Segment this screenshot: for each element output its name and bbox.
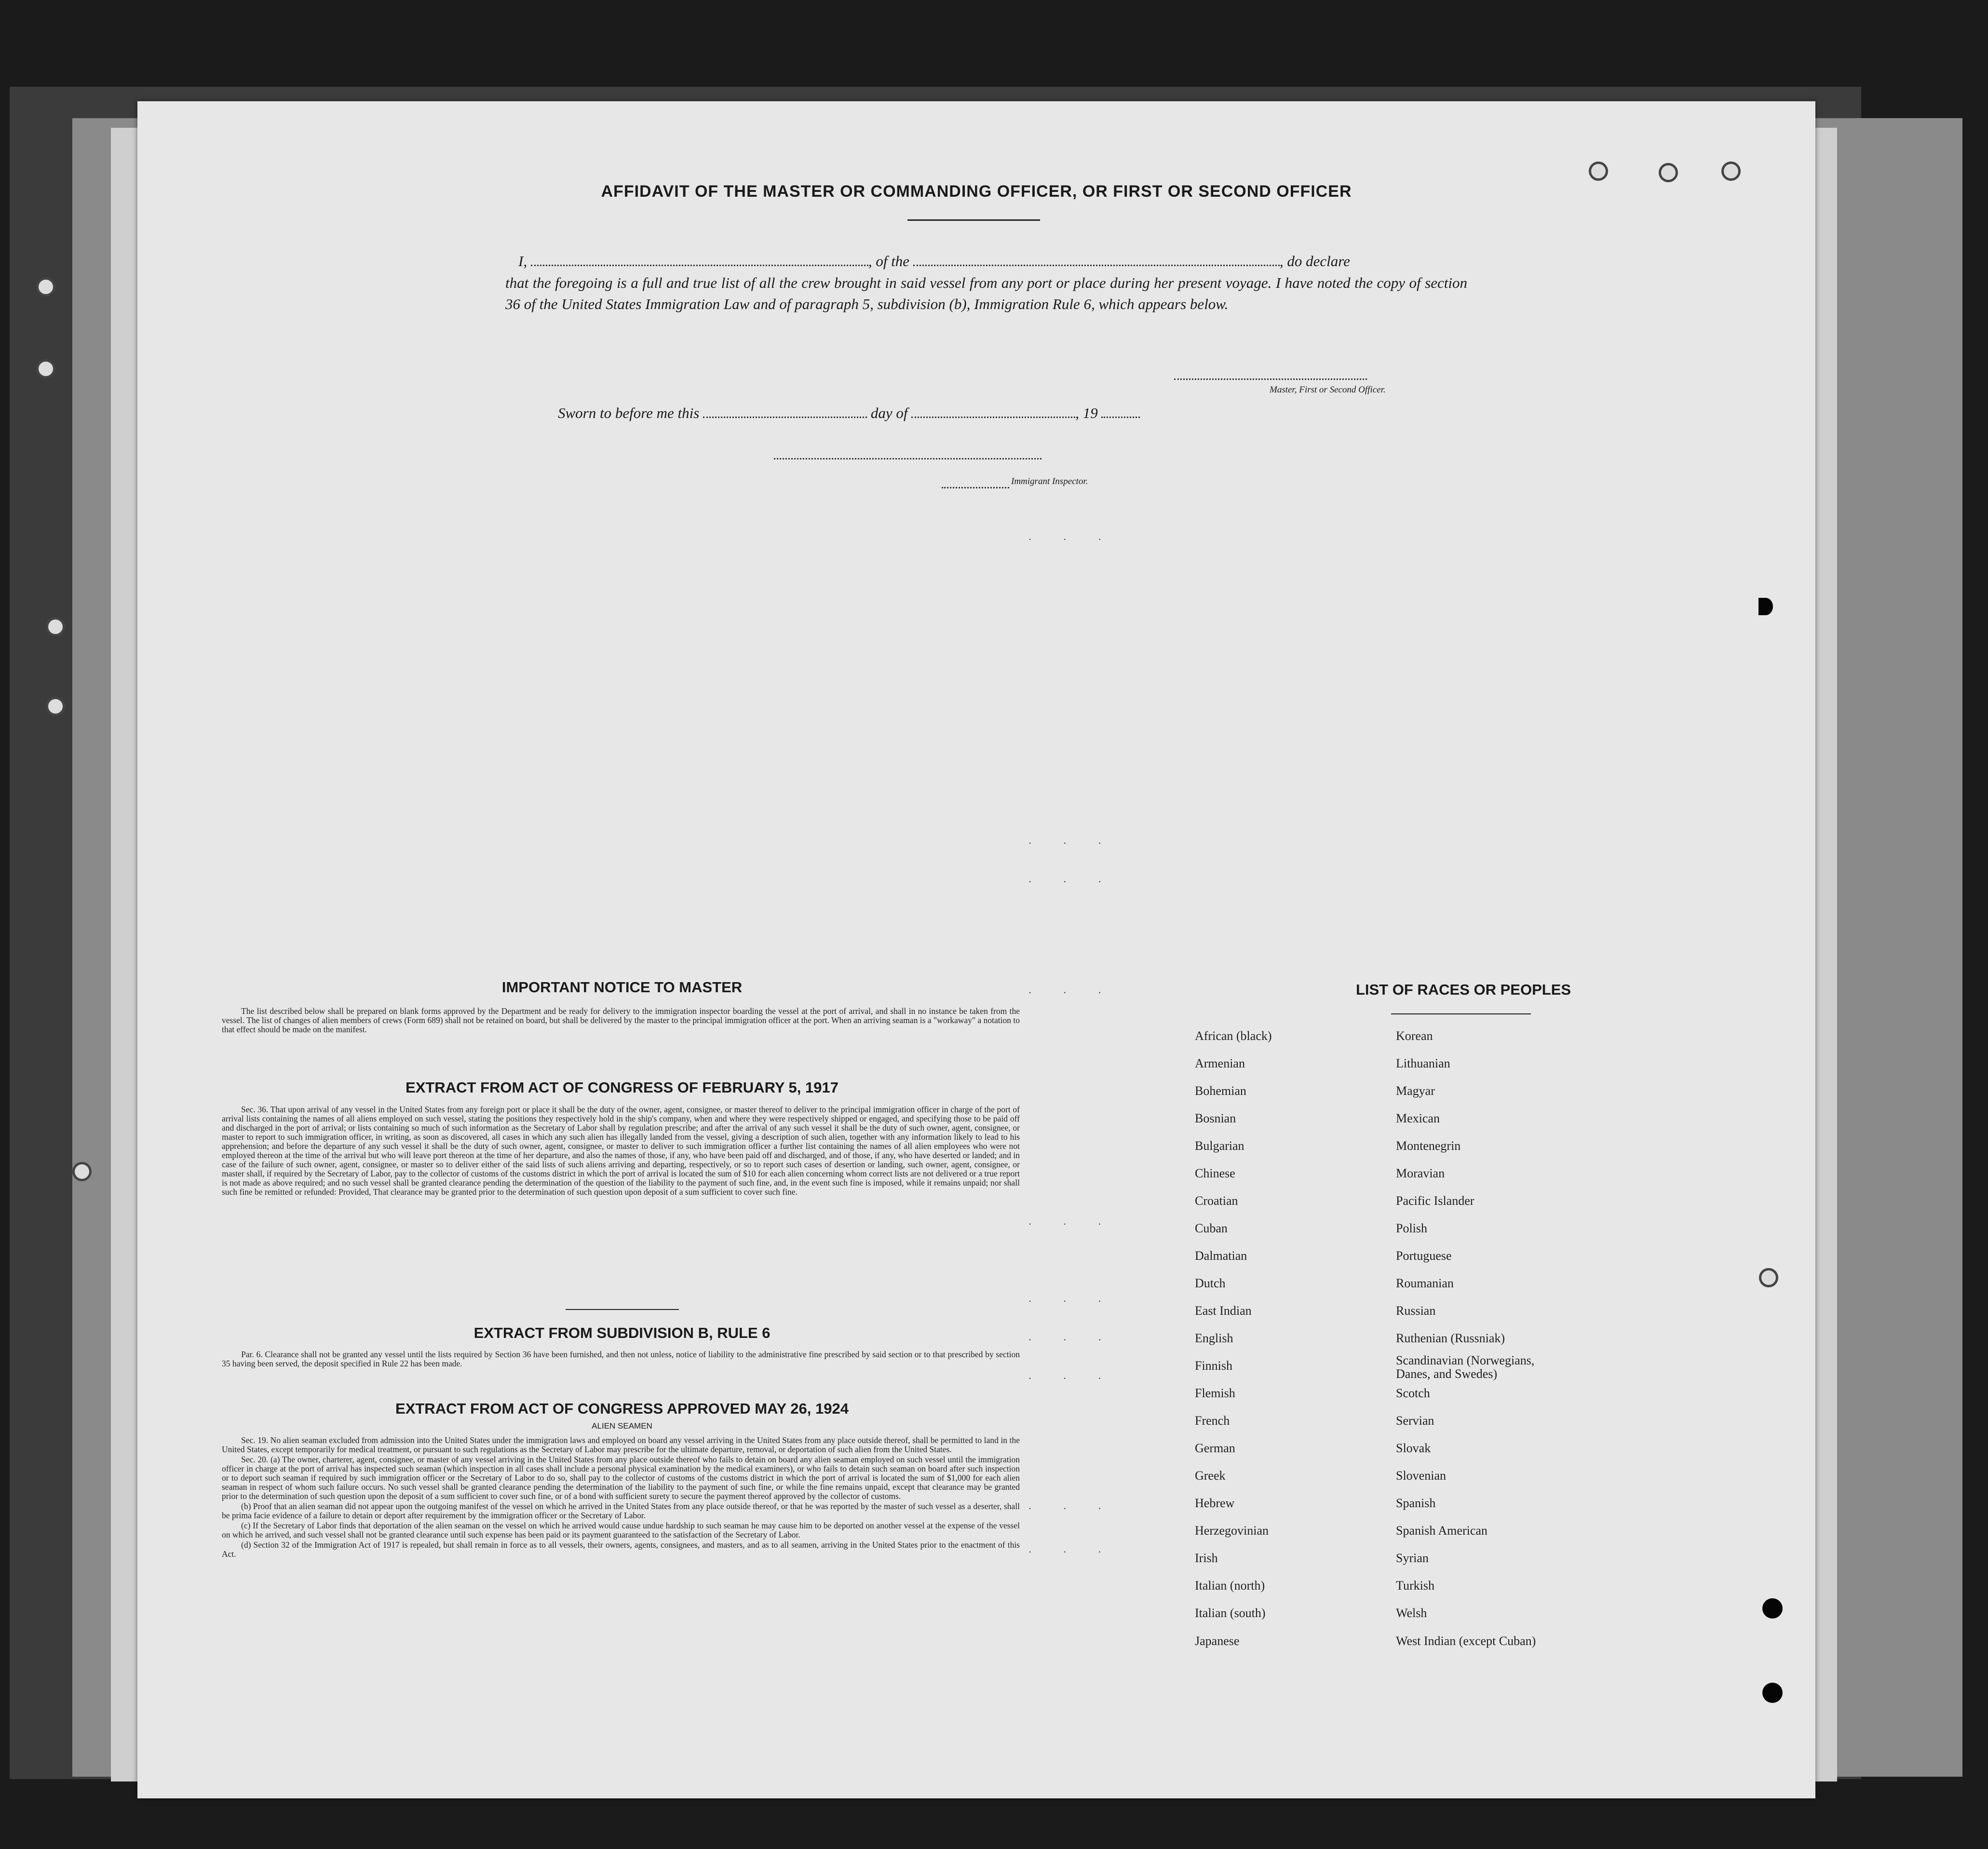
race-item: Japanese xyxy=(1195,1634,1240,1648)
rule6-paragraph: Par. 6. Clearance shall not be granted any vessel until the lists required by Section 36 have been furnished, and then not unless, notice of liability to the administrative fine prescribed by said section or to that prescribed by section 35 having been served, the deposit specified in Rule 22 has been made. xyxy=(222,1350,1020,1368)
race-item: Welsh xyxy=(1396,1606,1427,1620)
race-item: Flemish xyxy=(1195,1386,1235,1400)
i-label: I, xyxy=(518,253,527,270)
binder-hole-icon xyxy=(72,1162,92,1181)
sworn-label: Sworn to before me this xyxy=(558,405,700,421)
act1917-title: EXTRACT FROM ACT OF CONGRESS OF FEBRUARY 5, 1917 xyxy=(406,1079,838,1096)
punch-hole-icon xyxy=(1721,162,1741,181)
race-item: Montenegrin xyxy=(1396,1139,1461,1153)
bleed-through-marks: . . . xyxy=(1028,984,1116,996)
race-item: Lithuanian xyxy=(1396,1056,1450,1070)
day-of-label: day of xyxy=(870,405,908,421)
act1917-text xyxy=(222,1105,1020,1198)
race-item: Syrian xyxy=(1396,1551,1429,1565)
race-item: Bosnian xyxy=(1195,1111,1236,1125)
bleed-through-marks: . . . xyxy=(1028,530,1116,542)
race-item: Slovenian xyxy=(1396,1469,1446,1483)
race-item: Cuban xyxy=(1195,1221,1228,1235)
race-item: Hebrew xyxy=(1195,1496,1235,1510)
document-page xyxy=(137,101,1815,1798)
section-divider xyxy=(566,1309,679,1310)
race-item: Magyar xyxy=(1396,1084,1435,1098)
race-item: Turkish xyxy=(1396,1579,1434,1593)
vessel-blank xyxy=(913,265,1280,266)
punch-hole-icon xyxy=(1659,163,1678,182)
act1924-text xyxy=(222,1436,1020,1560)
races-title: LIST OF RACES OR PEOPLES xyxy=(1355,981,1571,998)
punch-hole-icon xyxy=(1759,1268,1778,1287)
race-item: Slovak xyxy=(1396,1441,1431,1455)
year-label: , 19 xyxy=(1075,405,1098,421)
inspector-caption: Immigrant Inspector. xyxy=(1011,476,1088,486)
race-item: English xyxy=(1195,1331,1233,1345)
race-item: Moravian xyxy=(1396,1166,1445,1180)
binder-hole-icon xyxy=(46,617,65,636)
race-item: Spanish xyxy=(1396,1496,1436,1510)
act1924-paragraph: Sec. 20. (a) The owner, charterer, agent, consignee, or master of any vessel arriving in the United States from any place outside thereof who fails to detain on board any alien seaman employed on such vessel until the immigration officer in charge at the port of arrival has inspected such seaman (which inspection in all cases shall include a personal physical examination by the medical examiners), or who fails to detain such seaman on board after such inspection or to deport such seaman if required by such immigration officer or the Secretary of Labor to do so, shall pay to the collector of customs of the customs district in which the port of arrival is located the sum of $1,000 for each alien seaman in respect of whom such failure occurs. No such vessel shall be granted clearance pending the determination of the liability to the payment of such fine, or while the fine remains unpaid, except that clearance may be granted prior to the determination of such question upon the deposit of a sum sufficient to cover such fine, or of a bond with sufficient surety to secure the payment thereof approved by the collector of customs. xyxy=(222,1455,1020,1501)
bleed-through-marks: . . . xyxy=(1028,1292,1116,1304)
rule6-text xyxy=(222,1350,1020,1369)
race-item: Servian xyxy=(1396,1414,1434,1428)
race-item: Spanish American xyxy=(1396,1524,1488,1538)
race-item: German xyxy=(1195,1441,1235,1455)
binder-hole-icon xyxy=(36,277,55,297)
race-item: African (black) xyxy=(1195,1029,1272,1043)
race-item: East Indian xyxy=(1195,1304,1252,1318)
punch-hole-icon xyxy=(1758,598,1773,615)
of-the-label: , of the xyxy=(868,253,910,270)
race-item: Armenian xyxy=(1195,1056,1245,1070)
bleed-through-marks: . . . xyxy=(1028,1331,1116,1343)
punch-hole-icon xyxy=(1762,1683,1783,1703)
affidavit-title: AFFIDAVIT OF THE MASTER OR COMMANDING OFFICER, OR FIRST OR SECOND OFFICER xyxy=(601,182,1352,201)
bleed-through-marks: . . . xyxy=(1028,834,1116,846)
races-divider xyxy=(1391,1013,1531,1014)
act1917-paragraph: Sec. 36. That upon arrival of any vessel in the United States from any foreign port or place it shall be the duty of the owner, agent, consignee, or master thereof to deliver to the principal immigration officer in charge of the port of arrival lists containing the names of all aliens employed on such vessel, stating the positions they respectively hold in the ship's company, when and where they were respectively shipped or engaged, and specifying those to be paid off and discharged in the port of arrival; or lists containing so much of such information as the Secretary of Labor shall by regulation prescribe; and after the arrival of any such vessel it shall be the duty of such owner, agent, consignee, or master to report to such immigration officer, in writing, as soon as discovered, all cases in which any such alien has illegally landed from the vessel, giving a description of such alien, together with any information likely to lead to his apprehension; and before the departure of any such vessel it shall be the duty of such owner, agent, consignee, or master to deliver to such immigration officer a further list containing the names of all alien employees who were not employed thereon at the time of the arrival but who will leave port thereon at the time of her departure, and also the names of those, if any, who have been paid off and discharged, and of those, if any, who have deserted or landed; and in case of the failure of such owner, agent, consignee, or master so to deliver either of the said lists of such aliens arriving and departing, respectively, or so to report such cases of desertion or landing, such owner, agent, consignee, or master shall, if required by the Secretary of Labor, pay to the collector of customs of the customs district in which the port of arrival is located the sum of $10 for each alien concerning whom correct lists are not delivered or a true report is not made as above required; and no such vessel shall be granted clearance pending the determination of the question of the liability to the payment of such fine, and, in the event such fine is imposed, while it remains unpaid; nor shall such fine be remitted or refunded: Provided, That clearance may be granted prior to the determination of such question upon deposit of a sum sufficient to cover such fine. xyxy=(222,1105,1020,1197)
inspector-dotted-line xyxy=(942,487,1009,488)
officer-caption: Master, First or Second Officer. xyxy=(1270,385,1386,395)
act1924-subtitle: ALIEN SEAMEN xyxy=(592,1421,652,1431)
punch-hole-icon xyxy=(1589,162,1608,181)
act1924-title: EXTRACT FROM ACT OF CONGRESS APPROVED MAY 26, 1924 xyxy=(395,1400,849,1417)
notice-text xyxy=(222,1007,1020,1035)
bleed-through-marks: . . . xyxy=(1028,873,1116,885)
race-item: Ruthenian (Russniak) xyxy=(1396,1331,1505,1345)
act1924-paragraph: (c) If the Secretary of Labor finds that deportation of the alien seaman on the vessel on which he arrived would cause undue hardship to such seaman he may cause him to be deported on another vessel at the expense of the vessel on which he arrived, and such vessel shall not be granted clearance until such expense has been paid or its payment guaranteed to the satisfaction of the Secretary of Labor. xyxy=(222,1521,1020,1539)
punch-hole-icon xyxy=(1762,1598,1783,1619)
sworn-line xyxy=(558,403,1378,424)
race-item: Dalmatian xyxy=(1195,1249,1247,1263)
race-item: Roumanian xyxy=(1396,1276,1454,1290)
bleed-through-marks: . . . xyxy=(1028,1543,1116,1555)
name-blank xyxy=(531,265,868,266)
declaration-line xyxy=(518,251,1579,272)
act1924-paragraph: (d) Section 32 of the Immigration Act of 1917 is repealed, but shall remain in force as to all vessels, their owners, agents, consignees, and masters, and as to all seamen, arriving in the United States prior to the enactment of this Act. xyxy=(222,1540,1020,1559)
race-item: Croatian xyxy=(1195,1194,1238,1208)
bleed-through-marks: . . . xyxy=(1028,1499,1116,1512)
act1924-paragraph: (b) Proof that an alien seaman did not appear upon the outgoing manifest of the vessel on which he arrived in the United States from any place outside thereof, or that he was reported by the master of such vessel as a deserter, shall be prima facie evidence of a failure to detain or deport after requirement by the immigration officer or the Secretary of Labor. xyxy=(222,1501,1020,1520)
bleed-through-marks: . . . xyxy=(1028,1215,1116,1227)
race-item: Scandinavian (Norwegians, Danes, and Swedes) xyxy=(1396,1353,1535,1381)
race-item: Herzegovinian xyxy=(1195,1524,1269,1538)
do-declare-label: , do declare xyxy=(1279,253,1350,270)
race-item: Bulgarian xyxy=(1195,1139,1244,1153)
sworn-day-blank xyxy=(703,417,867,418)
bleed-through-marks: . . . xyxy=(1028,1369,1116,1381)
sworn-month-blank xyxy=(911,417,1075,418)
race-item: Korean xyxy=(1396,1029,1433,1043)
race-item: Italian (north) xyxy=(1195,1579,1265,1593)
race-item: Dutch xyxy=(1195,1276,1226,1290)
sworn-year-blank xyxy=(1101,417,1140,418)
race-item: Pacific Islander xyxy=(1396,1194,1474,1208)
race-item: Russian xyxy=(1396,1304,1436,1318)
title-divider xyxy=(907,219,1040,221)
notice-title: IMPORTANT NOTICE TO MASTER xyxy=(501,979,743,996)
notice-paragraph: The list described below shall be prepared on blank forms approved by the Department and be ready for delivery to the immigration inspector boarding the vessel at the port of arrival, and shall in no instance be taken from the vessel. The list of changes of alien members of crews (Form 689) shall not be retained on board, but shall be delivered by the master to the principal immigration officer at the port. When an arriving seaman is a "workaway" a notation to that effect should be made on the manifest. xyxy=(222,1006,1020,1034)
race-item: French xyxy=(1195,1414,1230,1428)
binder-hole-icon xyxy=(36,359,55,378)
race-item: West Indian (except Cuban) xyxy=(1396,1634,1536,1648)
act1924-paragraph: Sec. 19. No alien seaman excluded from admission into the United States under the immigration laws and employed on board any vessel arriving in the United States from any place outside thereof, shall be permitted to land in the United States, except temporarily for medical treatment, or pursuant to such regulations as the Secretary of Labor may prescribe for the ultimate departure, removal, or deportation of such alien from the United States. xyxy=(222,1435,1020,1454)
race-item: Italian (south) xyxy=(1195,1606,1266,1620)
binder-hole-icon xyxy=(46,697,65,716)
inspector-signature-line xyxy=(774,458,1041,459)
rule6-title: EXTRACT FROM SUBDIVISION B, RULE 6 xyxy=(473,1324,771,1341)
race-item: Scotch xyxy=(1396,1386,1430,1400)
race-item: Irish xyxy=(1195,1551,1218,1565)
race-item: Greek xyxy=(1195,1469,1226,1483)
race-item: Bohemian xyxy=(1195,1084,1246,1098)
race-item: Mexican xyxy=(1396,1111,1440,1125)
officer-signature-line xyxy=(1174,378,1367,380)
race-item: Chinese xyxy=(1195,1166,1235,1180)
race-item: Finnish xyxy=(1195,1359,1233,1373)
race-item: Polish xyxy=(1396,1221,1428,1235)
declaration-body: that the foregoing is a full and true list of all the crew brought in said vessel from any port or place during her present voyage. I have noted the copy of section 36 of the United States Immigration Law and of paragraph 5, subdivision (b), Immigration Rule 6, which appears below. xyxy=(505,274,1467,312)
race-item: Portuguese xyxy=(1396,1249,1452,1263)
